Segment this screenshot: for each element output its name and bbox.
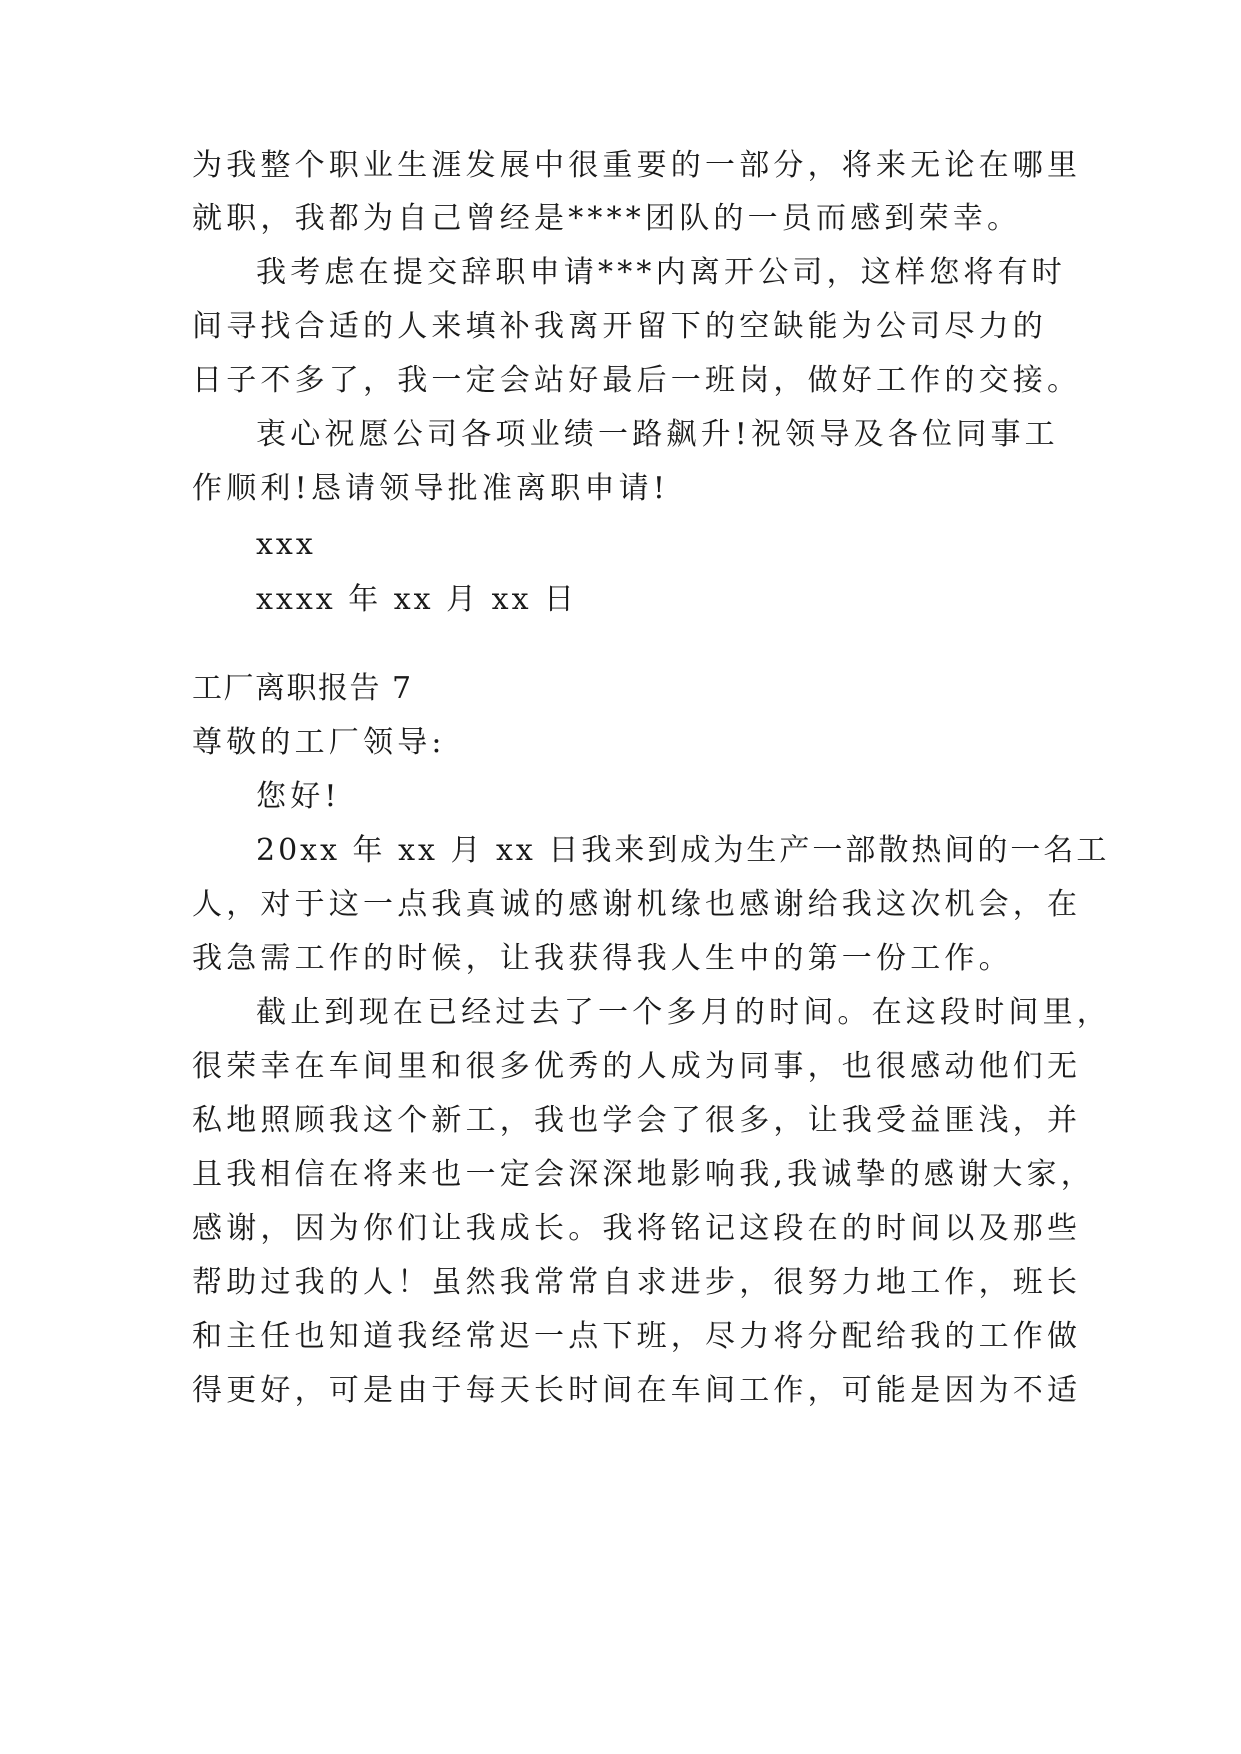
text-line: 我急需工作的时候，让我获得我人生中的第一份工作。 <box>192 941 1013 976</box>
signature-date: xxxx 年 xx 月 xx 日 <box>256 582 578 617</box>
text-line: 很荣幸在车间里和很多优秀的人成为同事，也很感动他们无 <box>192 1049 1082 1084</box>
text-line: 人，对于这一点我真诚的感谢机缘也感谢给我这次机会，在 <box>192 887 1082 922</box>
text-line: 作顺利!恳请领导批准离职申请! <box>192 471 670 506</box>
text-line: 为我整个职业生涯发展中很重要的一部分，将来无论在哪里 <box>192 148 1082 183</box>
text-line: 日子不多了，我一定会站好最后一班岗，做好工作的交接。 <box>192 363 1082 398</box>
paragraph-first-line: 20xx 年 xx 月 xx 日我来到成为生产一部散热间的一名工 <box>256 833 1110 868</box>
paragraph-first-line: 截止到现在已经过去了一个多月的时间。在这段时间里， <box>256 995 1111 1030</box>
salutation: 尊敬的工厂领导: <box>192 725 446 760</box>
text-line: 且我相信在将来也一定会深深地影响我,我诚挚的感谢大家， <box>192 1157 1095 1192</box>
text-line: 间寻找合适的人来填补我离开留下的空缺能为公司尽力的 <box>192 309 1047 344</box>
text-line: 得更好，可是由于每天长时间在车间工作，可能是因为不适 <box>192 1373 1082 1408</box>
greeting: 您好! <box>256 779 341 814</box>
text-line: 和主任也知道我经常迟一点下班，尽力将分配给我的工作做 <box>192 1319 1082 1354</box>
text-line: 帮助过我的人！虽然我常常自求进步，很努力地工作，班长 <box>192 1265 1082 1300</box>
section-title: 工厂离职报告 7 <box>192 671 413 706</box>
text-line: 感谢，因为你们让我成长。我将铭记这段在的时间以及那些 <box>192 1211 1082 1246</box>
paragraph-first-line: 我考虑在提交辞职申请***内离开公司，这样您将有时 <box>256 255 1066 290</box>
text-line: 就职，我都为自己曾经是****团队的一员而感到荣幸。 <box>192 201 1022 236</box>
text-line: 私地照顾我这个新工，我也学会了很多，让我受益匪浅，并 <box>192 1103 1082 1138</box>
paragraph-first-line: 衷心祝愿公司各项业绩一路飙升!祝领导及各位同事工 <box>256 417 1059 452</box>
signature-name: xxx <box>256 527 316 562</box>
